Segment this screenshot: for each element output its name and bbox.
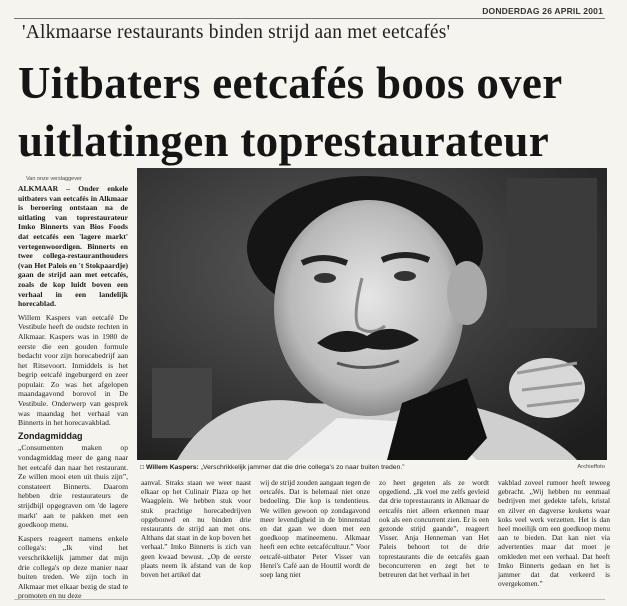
caption-name: Willem Kaspers: — [146, 464, 199, 471]
portrait-photo — [137, 168, 607, 460]
lead-text: – Onder enkele uitbaters van eetcafés in Alkmaar is beroering ontstaan na de uitlating van toprestaurateur Imko Binnerts van Bios Foods dat eetcafés een 'lagere markt' vertegenwoordigen. Binnerts en twee collega-restauranthouders (van Het Paleis en 't Stokpaardje) gaan de strijd aan met eetcafés, zoals de kop luidt boven een verhaal in een landelijk horecablad. — [18, 184, 128, 309]
kicker-quote: 'Alkmaarse restaurants binden strijd aan met eetcafés' — [22, 22, 451, 43]
lead-paragraph — [18, 184, 128, 309]
article-column-4 — [379, 478, 489, 582]
headline-line-1: Uitbaters eetcafés boos over — [18, 58, 563, 108]
caption-bullet: □ — [140, 464, 146, 471]
photo-credit: Archieffoto — [577, 464, 605, 470]
photo-illustration — [137, 168, 607, 460]
paragraph: vakblad zoveel rumoer heeft teweeg gebracht. „Wij hebben nu eenmaal bedrijven met gedekte tafels, kristal en zilver en dagverse keukens waar koks veel werk verzetten. Het is dan heel moeilijk om een goedkoop menu aan te bieden. Dat kan niet via advertenties maar dat moet je omkleden met een verhaal. Dat heeft Imko Binnerts gedaan en het is jammer dat dat verkeerd is overgekomen.” — [498, 478, 610, 589]
subhead: Zondagmiddag — [18, 430, 83, 441]
paragraph: zo heet gegeten als ze wordt opgediend. „Ik voel me zelfs gevleid dat drie toprestaurants in Alkmaar de eetcafés niet alleen erkennen maar ook als een concurrent zien. Er is een gezonde strijd gaande”, reageert Visser. Anja Henneman van Het Paleis behoort tot de drie toprestaurants die de eetcafés gaan beconcurreren en zegt het te betreuren dat het verhaal in het — [379, 478, 489, 580]
photo-caption — [140, 464, 610, 471]
header-rule — [14, 18, 605, 19]
dateline-place: ALKMAAR — [18, 184, 59, 193]
dateline: DONDERDAG 26 APRIL 2001 — [482, 6, 603, 16]
caption-text: „Verschrikkelijk jammer dat die drie collega's zo naar buiten treden.” — [198, 464, 405, 471]
byline: Van onze verslaggever — [26, 176, 82, 182]
headline-line-2: uitlatingen toprestaurateur — [18, 116, 549, 166]
headline — [18, 54, 618, 170]
article-column-2 — [141, 478, 251, 582]
article-column-1 — [18, 184, 128, 605]
article-column-3 — [260, 478, 370, 582]
paragraph: „Consumenten maken op vondagmiddag meer de gang naar het eetcafé dan naar het restaurant. Ze willen mooi eten uit thuis zijn”, constateert Binnerts. Daarom hebben drie restaurateurs de strijdbijl opgegraven om 'de lagere markt' aan te pakken met een goedkoop menu. — [18, 443, 128, 530]
paragraph: aanval. Straks staan we weer naast elkaar op het Culinair Plaza op het Waagplein. We hebben stuk voor stuk prachtige horecabedrijven opgebouwd en nu binden drie restaurants de strijd aan met ons. Althans dat staat in de kop boven het verhaal.” Imko Binnerts is zich van geen kwaad bewust. „Op de eerste plaats neem ik afstand van de kop boven het artikel dat — [141, 478, 251, 580]
paragraph: wij de strijd zouden aangaan tegen de eetcafés. Dat is helemaal niet onze bedoeling. Die kop is tendentieus. We willen gewoon op zondagavond meer levendigheid in de binnenstad en dat gaan we doen met een goedkoop matineemenu. Alkmaar heeft een echte eetcafécultuur.” Voor eetcafé-uitbater Peter Visser van Henri's Café aan de Houttil wordt de soep lang niet — [260, 478, 370, 580]
article-column-5 — [498, 478, 610, 591]
paragraph: Willem Kaspers van eetcafé De Vestibule heeft de oudste rechten in Alkmaar. Kaspers was in 1980 de eerste die een gouden formule bedacht voor zijn horecabedrijf aan het Ritsevoort. Inmiddels is het begrip eetcafé ingeburgerd en zeer populair. Zo was het afgelopen maandagavond borovol in De Vestibule. Onderwerp van gesprek was maandag het verhaal van Binnerts in het horecavakblad. — [18, 312, 128, 428]
paragraph: Kaspers reageert namens enkele collega's: „Ik vind het verschrikkelijk jammer dat mijn drie collega's op deze manier naar buiten treden. We zijn toch in Alkmaar met elkaar bezig de stad te promoten en nu deze — [18, 533, 128, 601]
footer-rule — [14, 599, 605, 600]
